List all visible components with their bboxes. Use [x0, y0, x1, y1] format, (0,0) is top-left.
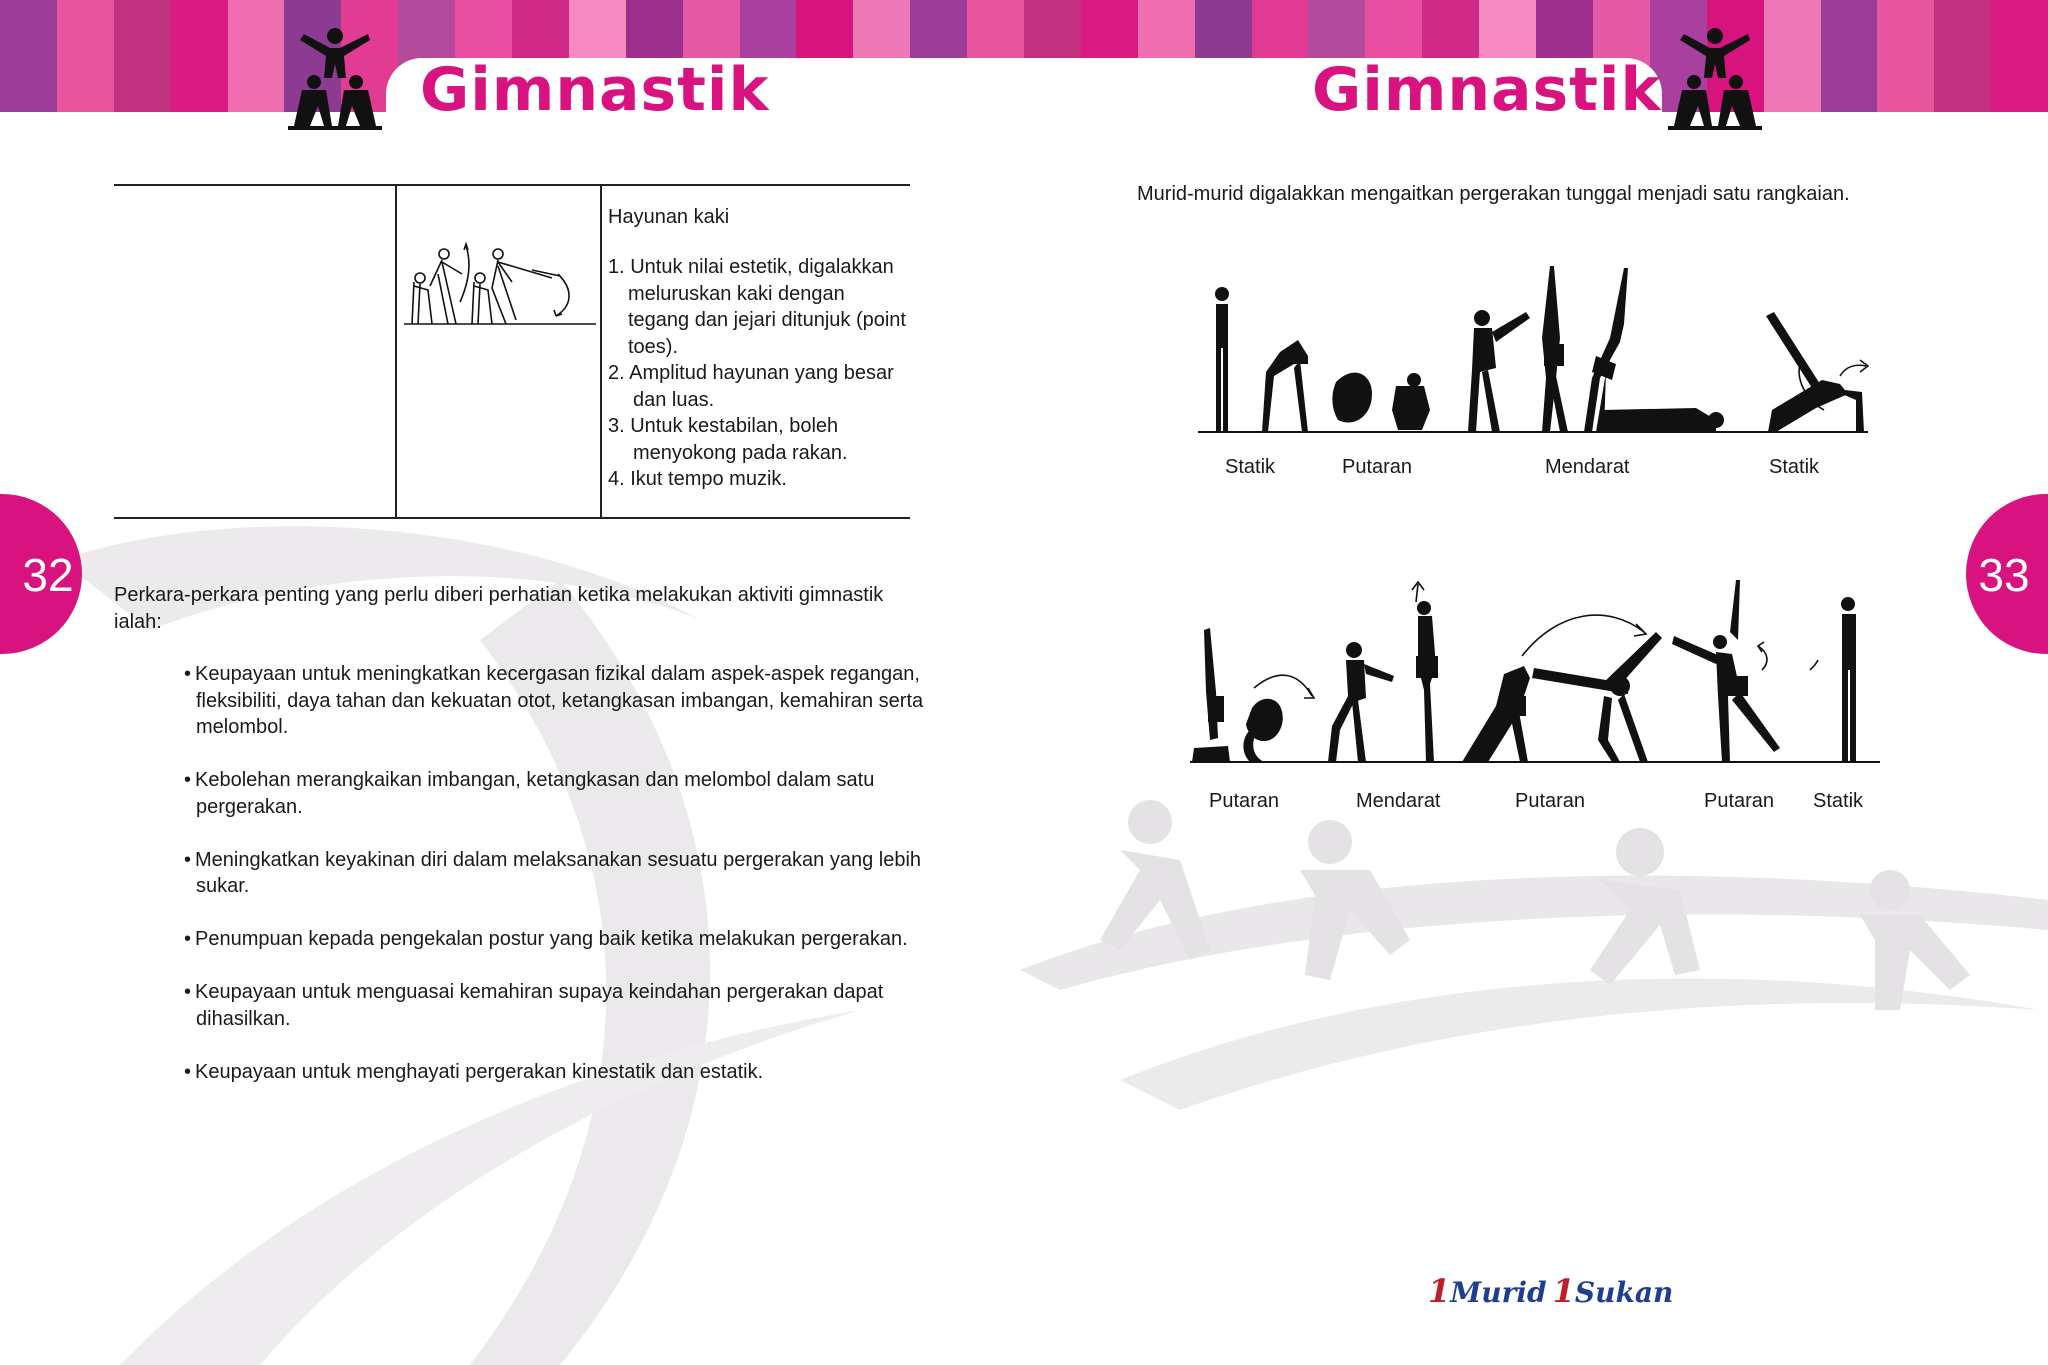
table-description-title: Hayunan kaki	[608, 206, 730, 228]
list-item: 3. Untuk kestabilan, boleh menyokong pada rakan.	[608, 415, 848, 464]
list-item: • Meningkatkan keyakinan diri dalam melaksanakan sesuatu pergerakan yang lebih sukar.	[184, 847, 924, 900]
table-column-divider	[600, 184, 602, 519]
sequence-2-label: Putaran	[1515, 790, 1586, 812]
list-item: 1. Untuk nilai estetik, digalakkan meluruskan kaki dengan tegang dan jejari ditunjuk (point toes).	[608, 256, 906, 358]
header-stripe	[1934, 0, 1991, 112]
header-stripe	[1877, 0, 1934, 112]
right-intro-paragraph: Murid-murid digalakkan mengaitkan pergerakan tunggal menjadi satu rangkaian.	[1137, 183, 1850, 205]
header-stripe	[1991, 0, 2048, 112]
header-stripe	[0, 0, 57, 112]
list-item: • Keupayaan untuk meningkatkan kecergasan fizikal dalam aspek-aspek regangan, fleksibiliti, daya tahan dan kekuatan otot, ketangkasan imbangan, kemahiran serta melombol.	[184, 661, 924, 741]
header-stripe	[1764, 0, 1821, 112]
header-stripe	[57, 0, 114, 112]
sequence-1-label: Statik	[1769, 456, 1820, 478]
1murid-1sukan-logo	[1428, 1272, 1673, 1310]
table-column-divider	[395, 184, 397, 519]
table-bottom-border	[114, 517, 910, 519]
gymnast-pyramid-icon	[1664, 26, 1766, 134]
list-item: 2. Amplitud hayunan yang besar dan luas.	[608, 362, 894, 411]
header-stripe	[171, 0, 228, 112]
sequence-1-label: Putaran	[1342, 456, 1413, 478]
sequence-1-label: Statik	[1225, 456, 1276, 478]
logo-part1-word: Murid	[1450, 1276, 1547, 1309]
sequence-1-label: Mendarat	[1545, 456, 1630, 478]
important-points-list	[184, 661, 924, 1112]
header-stripe	[228, 0, 285, 112]
list-item: • Keupayaan untuk menguasai kemahiran supaya keindahan pergerakan dapat dihasilkan.	[184, 979, 924, 1032]
list-item: • Kebolehan merangkaikan imbangan, ketangkasan dan melombol dalam satu pergerakan.	[184, 767, 924, 820]
left-intro-paragraph: Perkara-perkara penting yang perlu diberi perhatian ketika melakukan aktiviti gimnastik ialah:	[114, 584, 884, 633]
leg-swing-illustration	[402, 240, 598, 330]
sequence-2-label: Statik	[1813, 790, 1864, 812]
leg-swing-steps-list	[608, 254, 908, 493]
gymnastic-sequence-2-illustration	[1188, 580, 1884, 770]
sequence-2-label: Putaran	[1704, 790, 1775, 812]
left-page-title: Gimnastik	[420, 55, 770, 125]
logo-part2-word: Sukan	[1574, 1276, 1674, 1309]
list-item: 4. Ikut tempo muzik.	[608, 468, 787, 490]
left-page-number: 32	[22, 549, 74, 601]
gymnast-pyramid-icon	[284, 26, 386, 134]
right-page-number: 33	[1978, 549, 2030, 601]
table-top-border	[114, 184, 910, 186]
sequence-2-label: Putaran	[1209, 790, 1280, 812]
header-stripe	[1821, 0, 1878, 112]
logo-part2-number: 1	[1552, 1272, 1575, 1310]
logo-part1-number: 1	[1428, 1272, 1451, 1310]
list-item: • Keupayaan untuk menghayati pergerakan kinestatik dan estatik.	[184, 1059, 924, 1086]
gymnastic-sequence-1-illustration	[1196, 260, 1872, 440]
right-page-title: Gimnastik	[1312, 55, 1662, 125]
header-stripe	[114, 0, 171, 112]
sequence-2-label: Mendarat	[1356, 790, 1441, 812]
list-item: • Penumpuan kepada pengekalan postur yang baik ketika melakukan pergerakan.	[184, 926, 924, 953]
